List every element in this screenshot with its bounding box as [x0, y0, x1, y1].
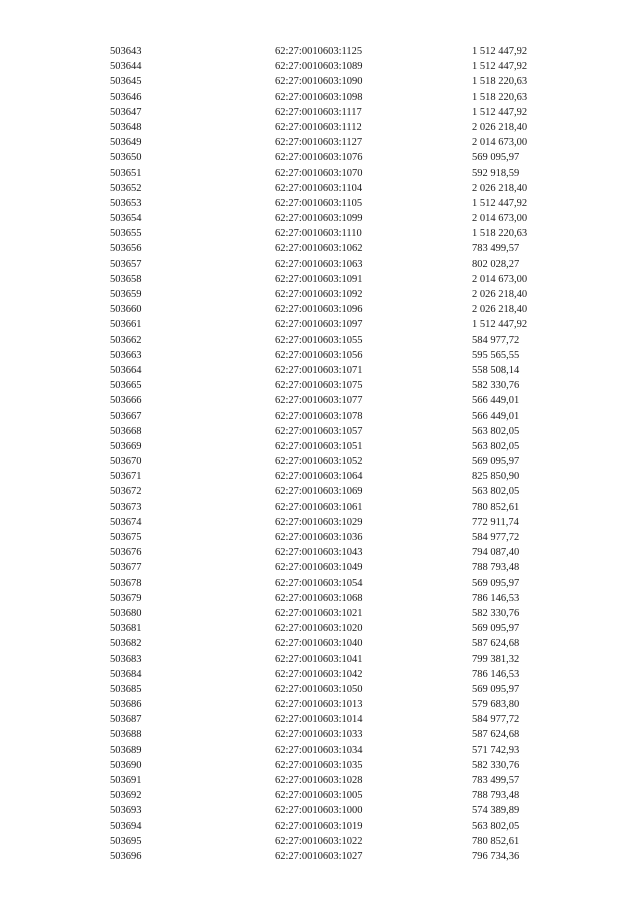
row-number: 503672 — [110, 486, 142, 498]
cadastral-value: 786 146,53 — [472, 592, 520, 604]
row-number: 503660 — [110, 304, 142, 316]
cadastral-value: 582 330,76 — [472, 380, 520, 392]
row-number: 503686 — [110, 699, 142, 711]
table-row — [110, 241, 550, 256]
cadastral-number: 62:27:0010603:1019 — [275, 820, 363, 832]
table-row — [110, 302, 550, 317]
cadastral-number: 62:27:0010603:1000 — [275, 805, 363, 817]
row-number: 503658 — [110, 273, 142, 285]
table-row — [110, 454, 550, 469]
table-row — [110, 484, 550, 499]
table-row — [110, 545, 550, 560]
table-row — [110, 59, 550, 74]
cadastral-number: 62:27:0010603:1078 — [275, 410, 363, 422]
table-row — [110, 849, 550, 864]
row-number: 503661 — [110, 319, 142, 331]
row-number: 503665 — [110, 380, 142, 392]
table-row — [110, 515, 550, 530]
table-row — [110, 743, 550, 758]
row-number: 503676 — [110, 547, 142, 559]
cadastral-number: 62:27:0010603:1051 — [275, 440, 363, 452]
cadastral-number: 62:27:0010603:1064 — [275, 471, 363, 483]
table-row — [110, 74, 550, 89]
row-number: 503687 — [110, 714, 142, 726]
cadastral-number: 62:27:0010603:1098 — [275, 91, 363, 103]
cadastral-value: 2 014 673,00 — [472, 273, 528, 285]
cadastral-number: 62:27:0010603:1075 — [275, 380, 363, 392]
row-number: 503668 — [110, 425, 142, 437]
cadastral-number: 62:27:0010603:1127 — [275, 137, 363, 149]
row-number: 503664 — [110, 364, 142, 376]
table-row — [110, 636, 550, 651]
row-number: 503645 — [110, 76, 142, 88]
row-number: 503691 — [110, 775, 142, 786]
cadastral-number: 62:27:0010603:1077 — [275, 395, 363, 407]
cadastral-value: 2 026 218,40 — [472, 289, 528, 300]
row-number: 503669 — [110, 440, 142, 452]
cadastral-number: 62:27:0010603:1117 — [275, 106, 362, 118]
row-number: 503646 — [110, 91, 142, 103]
table-row — [110, 287, 550, 302]
row-number: 503674 — [110, 516, 142, 528]
table-row — [110, 317, 550, 332]
table-row — [110, 226, 550, 241]
table-row — [110, 181, 550, 196]
cadastral-number: 62:27:0010603:1105 — [275, 197, 363, 209]
cadastral-number: 62:27:0010603:1061 — [275, 501, 363, 513]
table-row — [110, 621, 550, 636]
cadastral-value: 563 802,05 — [472, 486, 520, 498]
cadastral-number: 62:27:0010603:1005 — [275, 790, 363, 802]
row-number: 503693 — [110, 805, 142, 817]
cadastral-number: 62:27:0010603:1050 — [275, 683, 363, 695]
row-number: 503662 — [110, 334, 142, 346]
cadastral-number: 62:27:0010603:1089 — [275, 61, 363, 73]
cadastral-value: 563 802,05 — [472, 440, 520, 452]
row-number: 503694 — [110, 820, 142, 832]
cadastral-value: 563 802,05 — [472, 425, 520, 437]
cadastral-value: 579 683,80 — [472, 699, 520, 711]
cadastral-number: 62:27:0010603:1110 — [275, 228, 362, 240]
cadastral-value: 563 802,05 — [472, 820, 520, 832]
cadastral-value: 788 793,48 — [472, 790, 520, 802]
cadastral-number: 62:27:0010603:1068 — [275, 592, 363, 604]
row-number: 503666 — [110, 395, 142, 407]
cadastral-value: 574 389,89 — [472, 805, 520, 817]
row-number: 503667 — [110, 410, 142, 422]
row-number: 503651 — [110, 167, 142, 179]
cadastral-value: 780 852,61 — [472, 501, 520, 513]
table-row — [110, 348, 550, 363]
table-row — [110, 44, 550, 59]
cadastral-number: 62:27:0010603:1022 — [275, 835, 363, 847]
cadastral-number: 62:27:0010603:1070 — [275, 167, 363, 179]
cadastral-value: 582 330,76 — [472, 607, 520, 619]
table-row — [110, 363, 550, 378]
table-row — [110, 105, 550, 120]
cadastral-value: 569 095,97 — [472, 683, 520, 695]
row-number: 503663 — [110, 349, 142, 361]
cadastral-number: 62:27:0010603:1125 — [275, 46, 363, 57]
table-row — [110, 834, 550, 849]
row-number: 503678 — [110, 577, 142, 589]
cadastral-number: 62:27:0010603:1020 — [275, 623, 363, 635]
cadastral-value: 1 518 220,63 — [472, 76, 528, 88]
table-row — [110, 667, 550, 682]
cadastral-value: 587 624,68 — [472, 729, 520, 741]
table-row — [110, 333, 550, 348]
row-number: 503671 — [110, 471, 142, 483]
cadastral-value: 569 095,97 — [472, 577, 520, 589]
table-row — [110, 272, 550, 287]
cadastral-number: 62:27:0010603:1063 — [275, 258, 363, 270]
cadastral-value: 584 977,72 — [472, 714, 520, 726]
cadastral-number: 62:27:0010603:1049 — [275, 562, 363, 574]
cadastral-value: 783 499,57 — [472, 243, 520, 255]
row-number: 503656 — [110, 243, 142, 255]
cadastral-value: 788 793,48 — [472, 562, 520, 574]
table-row — [110, 469, 550, 484]
cadastral-number: 62:27:0010603:1034 — [275, 744, 363, 756]
cadastral-value: 582 330,76 — [472, 759, 520, 771]
table-row — [110, 697, 550, 712]
cadastral-number: 62:27:0010603:1033 — [275, 729, 363, 741]
cadastral-number: 62:27:0010603:1041 — [275, 653, 363, 665]
table-row — [110, 166, 550, 181]
cadastral-value: 584 977,72 — [472, 532, 520, 543]
row-number: 503653 — [110, 197, 142, 209]
table-row — [110, 576, 550, 591]
row-number: 503692 — [110, 790, 142, 802]
table-row — [110, 135, 550, 150]
cadastral-value: 587 624,68 — [472, 638, 520, 650]
cadastral-value: 571 742,93 — [472, 744, 520, 756]
row-number: 503690 — [110, 759, 142, 771]
row-number: 503657 — [110, 258, 142, 270]
row-number: 503689 — [110, 744, 142, 756]
cadastral-value: 1 518 220,63 — [472, 91, 528, 103]
cadastral-number: 62:27:0010603:1036 — [275, 532, 363, 543]
table-row — [110, 393, 550, 408]
cadastral-value: 825 850,90 — [472, 471, 520, 483]
table-row — [110, 500, 550, 515]
table-row — [110, 560, 550, 575]
table-row — [110, 788, 550, 803]
cadastral-number: 62:27:0010603:1028 — [275, 775, 363, 786]
cadastral-number: 62:27:0010603:1069 — [275, 486, 363, 498]
cadastral-value: 2 026 218,40 — [472, 182, 528, 194]
row-number: 503685 — [110, 683, 142, 695]
cadastral-number: 62:27:0010603:1096 — [275, 304, 363, 316]
table-row — [110, 530, 550, 545]
cadastral-value: 595 565,55 — [472, 349, 520, 361]
cadastral-value: 2 026 218,40 — [472, 121, 528, 133]
cadastral-value: 1 518 220,63 — [472, 228, 528, 240]
cadastral-number: 62:27:0010603:1055 — [275, 334, 363, 346]
row-number: 503648 — [110, 121, 142, 133]
table-row — [110, 150, 550, 165]
row-number: 503652 — [110, 182, 142, 194]
table-row — [110, 439, 550, 454]
table-row — [110, 606, 550, 621]
cadastral-number: 62:27:0010603:1104 — [275, 182, 363, 194]
row-number: 503649 — [110, 137, 142, 149]
cadastral-value: 569 095,97 — [472, 623, 520, 635]
table-row — [110, 409, 550, 424]
row-number: 503695 — [110, 835, 142, 847]
cadastral-number: 62:27:0010603:1035 — [275, 759, 363, 771]
row-number: 503675 — [110, 532, 142, 543]
row-number: 503681 — [110, 623, 142, 635]
table-row — [110, 591, 550, 606]
row-number: 503644 — [110, 61, 142, 73]
table-row — [110, 819, 550, 834]
cadastral-value: 1 512 447,92 — [472, 319, 528, 331]
cadastral-value: 780 852,61 — [472, 835, 520, 847]
row-number: 503650 — [110, 152, 142, 164]
cadastral-number: 62:27:0010603:1090 — [275, 76, 363, 88]
cadastral-value: 592 918,59 — [472, 167, 520, 179]
cadastral-value: 796 734,36 — [472, 850, 520, 862]
table-row — [110, 727, 550, 742]
cadastral-value: 2 014 673,00 — [472, 137, 528, 149]
row-number: 503680 — [110, 607, 142, 619]
cadastral-value: 772 911,74 — [472, 516, 519, 528]
cadastral-number: 62:27:0010603:1056 — [275, 349, 363, 361]
cadastral-value: 2 026 218,40 — [472, 304, 528, 316]
table-row — [110, 378, 550, 393]
cadastral-number: 62:27:0010603:1057 — [275, 425, 363, 437]
cadastral-value: 802 028,27 — [472, 258, 520, 270]
row-number: 503647 — [110, 106, 142, 118]
row-number: 503679 — [110, 592, 142, 604]
cadastral-number: 62:27:0010603:1013 — [275, 699, 363, 711]
cadastral-value: 2 014 673,00 — [472, 213, 528, 225]
row-number: 503659 — [110, 289, 142, 300]
cadastral-number: 62:27:0010603:1014 — [275, 714, 363, 726]
cadastral-number: 62:27:0010603:1097 — [275, 319, 363, 331]
cadastral-value: 1 512 447,92 — [472, 61, 528, 73]
cadastral-number: 62:27:0010603:1112 — [275, 121, 362, 133]
cadastral-value: 794 087,40 — [472, 547, 520, 559]
table-row — [110, 803, 550, 818]
table-row — [110, 211, 550, 226]
table-row — [110, 424, 550, 439]
cadastral-value: 786 146,53 — [472, 668, 520, 680]
cadastral-number: 62:27:0010603:1062 — [275, 243, 363, 255]
row-number: 503684 — [110, 668, 142, 680]
cadastral-number: 62:27:0010603:1042 — [275, 668, 363, 680]
row-number: 503655 — [110, 228, 142, 240]
table-row — [110, 120, 550, 135]
row-number: 503654 — [110, 213, 142, 225]
cadastral-value: 566 449,01 — [472, 395, 520, 407]
cadastral-number: 62:27:0010603:1076 — [275, 152, 363, 164]
row-number: 503696 — [110, 850, 142, 862]
cadastral-value: 569 095,97 — [472, 456, 520, 468]
cadastral-value: 783 499,57 — [472, 775, 520, 786]
cadastral-number: 62:27:0010603:1040 — [275, 638, 363, 650]
cadastral-value: 569 095,97 — [472, 152, 520, 164]
cadastral-number: 62:27:0010603:1052 — [275, 456, 363, 468]
cadastral-number: 62:27:0010603:1091 — [275, 273, 363, 285]
table-row — [110, 712, 550, 727]
row-number: 503683 — [110, 653, 142, 665]
cadastral-number: 62:27:0010603:1021 — [275, 607, 363, 619]
cadastral-value: 584 977,72 — [472, 334, 520, 346]
table-row — [110, 682, 550, 697]
table-row — [110, 773, 550, 788]
cadastral-number: 62:27:0010603:1027 — [275, 850, 363, 862]
cadastral-number: 62:27:0010603:1092 — [275, 289, 363, 300]
table-row — [110, 257, 550, 272]
cadastral-number: 62:27:0010603:1071 — [275, 364, 363, 376]
cadastral-number: 62:27:0010603:1043 — [275, 547, 363, 559]
table-row — [110, 90, 550, 105]
cadastral-value: 566 449,01 — [472, 410, 520, 422]
row-number: 503673 — [110, 501, 142, 513]
row-number: 503670 — [110, 456, 142, 468]
cadastral-value: 1 512 447,92 — [472, 197, 528, 209]
table-row — [110, 196, 550, 211]
row-number: 503682 — [110, 638, 142, 650]
cadastral-value: 799 381,32 — [472, 653, 520, 665]
cadastral-number: 62:27:0010603:1029 — [275, 516, 363, 528]
cadastral-value: 1 512 447,92 — [472, 46, 528, 57]
cadastral-number: 62:27:0010603:1099 — [275, 213, 363, 225]
table-row — [110, 652, 550, 667]
row-number: 503677 — [110, 562, 142, 574]
cadastral-number: 62:27:0010603:1054 — [275, 577, 363, 589]
cadastral-value: 558 508,14 — [472, 364, 520, 376]
cadastral-value-table — [110, 44, 550, 864]
table-row — [110, 758, 550, 773]
cadastral-value: 1 512 447,92 — [472, 106, 528, 118]
row-number: 503688 — [110, 729, 142, 741]
row-number: 503643 — [110, 46, 142, 57]
